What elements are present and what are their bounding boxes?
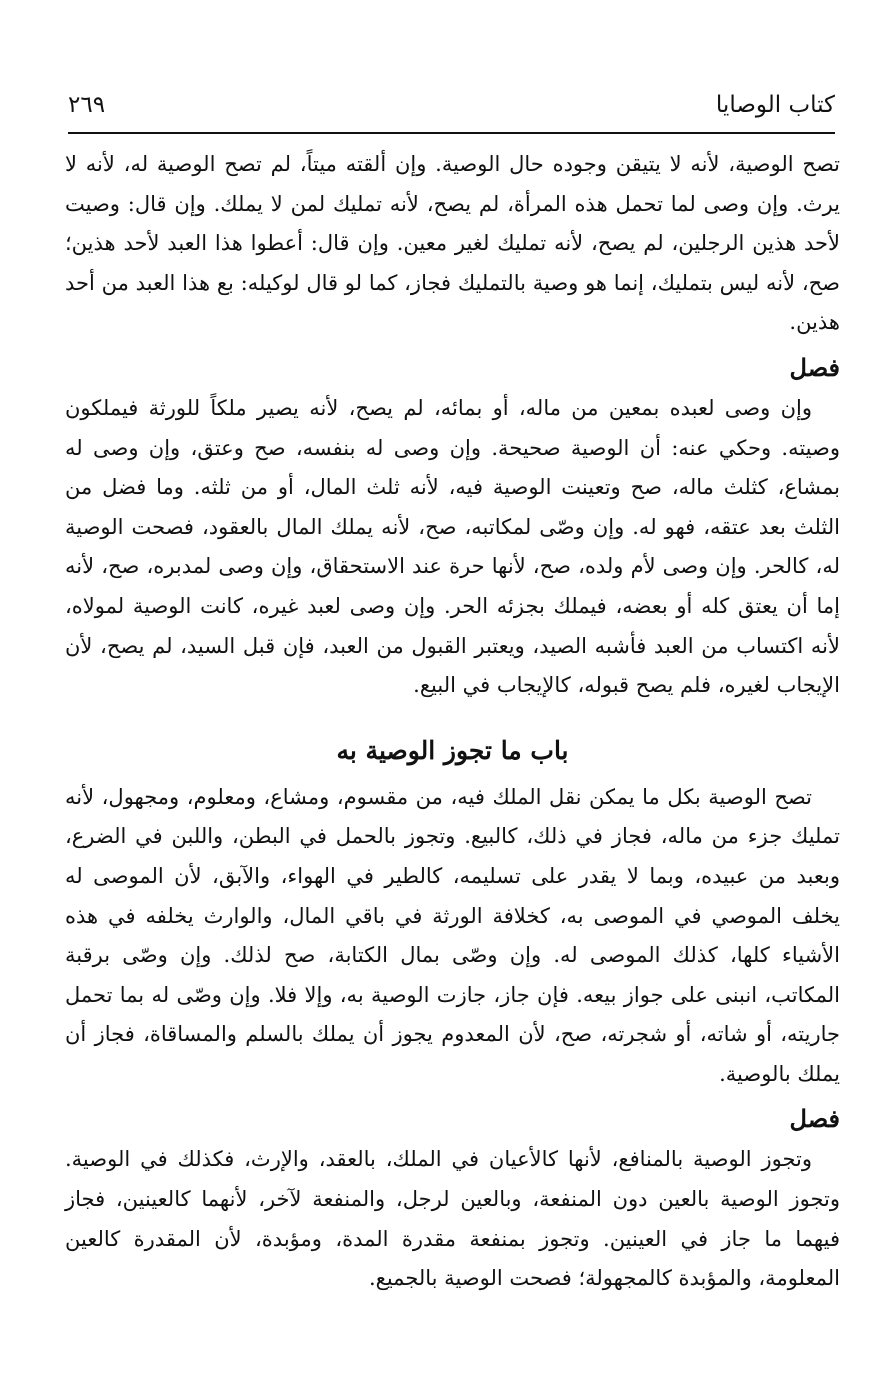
chapter-heading: باب ما تجوز الوصية به [336,735,569,765]
section-heading-1: فصل [789,352,840,382]
paragraph-2: وإن وصى لعبده بمعين من ماله، أو بمائه، لم يصح، لأنه يصير ملكاً للورثة فيملكون وصيته. وحكي عنه: أن الوصية صحيحة. وإن وصى له بنفسه، صح وعتق، وإن وصى له بمشاع، كثلث ماله، صح وتعينت الوصية فيه، لأنه ثلث المال، أو من ثلثه. وما فضل من الثلث بعد عتقه، فهو له. وإن وصّى لمكاتبه، صح، لأنه يملك المال بالعقود، فصحت الوصية له، كالحر. وإن وصى لأم ولده، صح، لأنها حرة عند الاستحقاق، وإن وصى لمدبره، صح، لأنه إما أن يعتق كله أو بعضه، فيملك بجزئه الحر. وإن وصى لعبد غيره، كانت الوصية لمولاه، لأنه اكتساب من العبد فأشبه الصيد، ويعتبر القبول من العبد، فإن قبل السيد، لم يصح، لأن الإيجاب لغيره، فلم يصح قبوله، كالإيجاب في البيع. [65,395,841,698]
running-title: كتاب الوصايا [715,92,835,118]
section-heading-2: فصل [789,1104,840,1134]
paragraph-1: تصح الوصية، لأنه لا يتيقن وجوده حال الوصية. وإن ألقته ميتاً، لم تصح الوصية له، لأنه لا يرث. وإن وصى لما تحمل هذه المرأة، لم يصح، لأنه تمليك لمن لا يملك. وإن قال: وصيت لأحد هذين الرجلين، لم يصح، لأنه تمليك لغير معين. وإن قال: أعطوا هذا العبد لأحد هذين؛ صح، لأنه ليس بتمليك، إنما هو وصية بالتمليك فجاز، كما لو قال لوكيله: بع هذا العبد من أحد هذين. [65,152,840,335]
page-body [65,145,840,1299]
paragraph-4: وتجوز الوصية بالمنافع، لأنها كالأعيان في الملك، بالعقد، والإرث، فكذلك في الوصية. وتجوز الوصية بالعين دون المنفعة، وبالعين لرجل، والمنفعة لآخر، لأنهما كالعينين، فجاز فيهما ما جاز في العينين. وتجوز بمنفعة مقدرة المدة، ومؤبدة، لأن المقدرة كالعين المعلومة، والمؤبدة كالمجهولة؛ فصحت الوصية بالجميع. [65,1147,840,1291]
paragraph-3: تصح الوصية بكل ما يمكن نقل الملك فيه، من مقسوم، ومشاع، ومعلوم، ومجهول، لأنه تمليك جزء من ماله، فجاز في ذلك، كالبيع. وتجوز بالحمل في البطن، واللبن في الضرع، وبعبد من عبيده، وبما لا يقدر على تسليمه، كالطير في الهواء، والآبق، لأن الموصى له يخلف الموصي في الموصى به، كخلافة الورثة في باقي المال، والوارث يخلفه في هذه الأشياء كلها، كذلك الموصى له. وإن وصّى بمال الكتابة، صح لذلك. وإن وصّى برقبة المكاتب، انبنى على جواز بيعه. فإن جاز، جازت الوصية به، وإلا فلا. وإن وصّى له بما تحمل جاريته، أو شاته، أو شجرته، صح، لأن المعدوم يجوز أن يملك بالسلم والمساقاة، فجاز أن يملك بالوصية. [65,784,840,1086]
page-header [68,88,835,134]
page-number: ٢٦٩ [68,92,106,118]
